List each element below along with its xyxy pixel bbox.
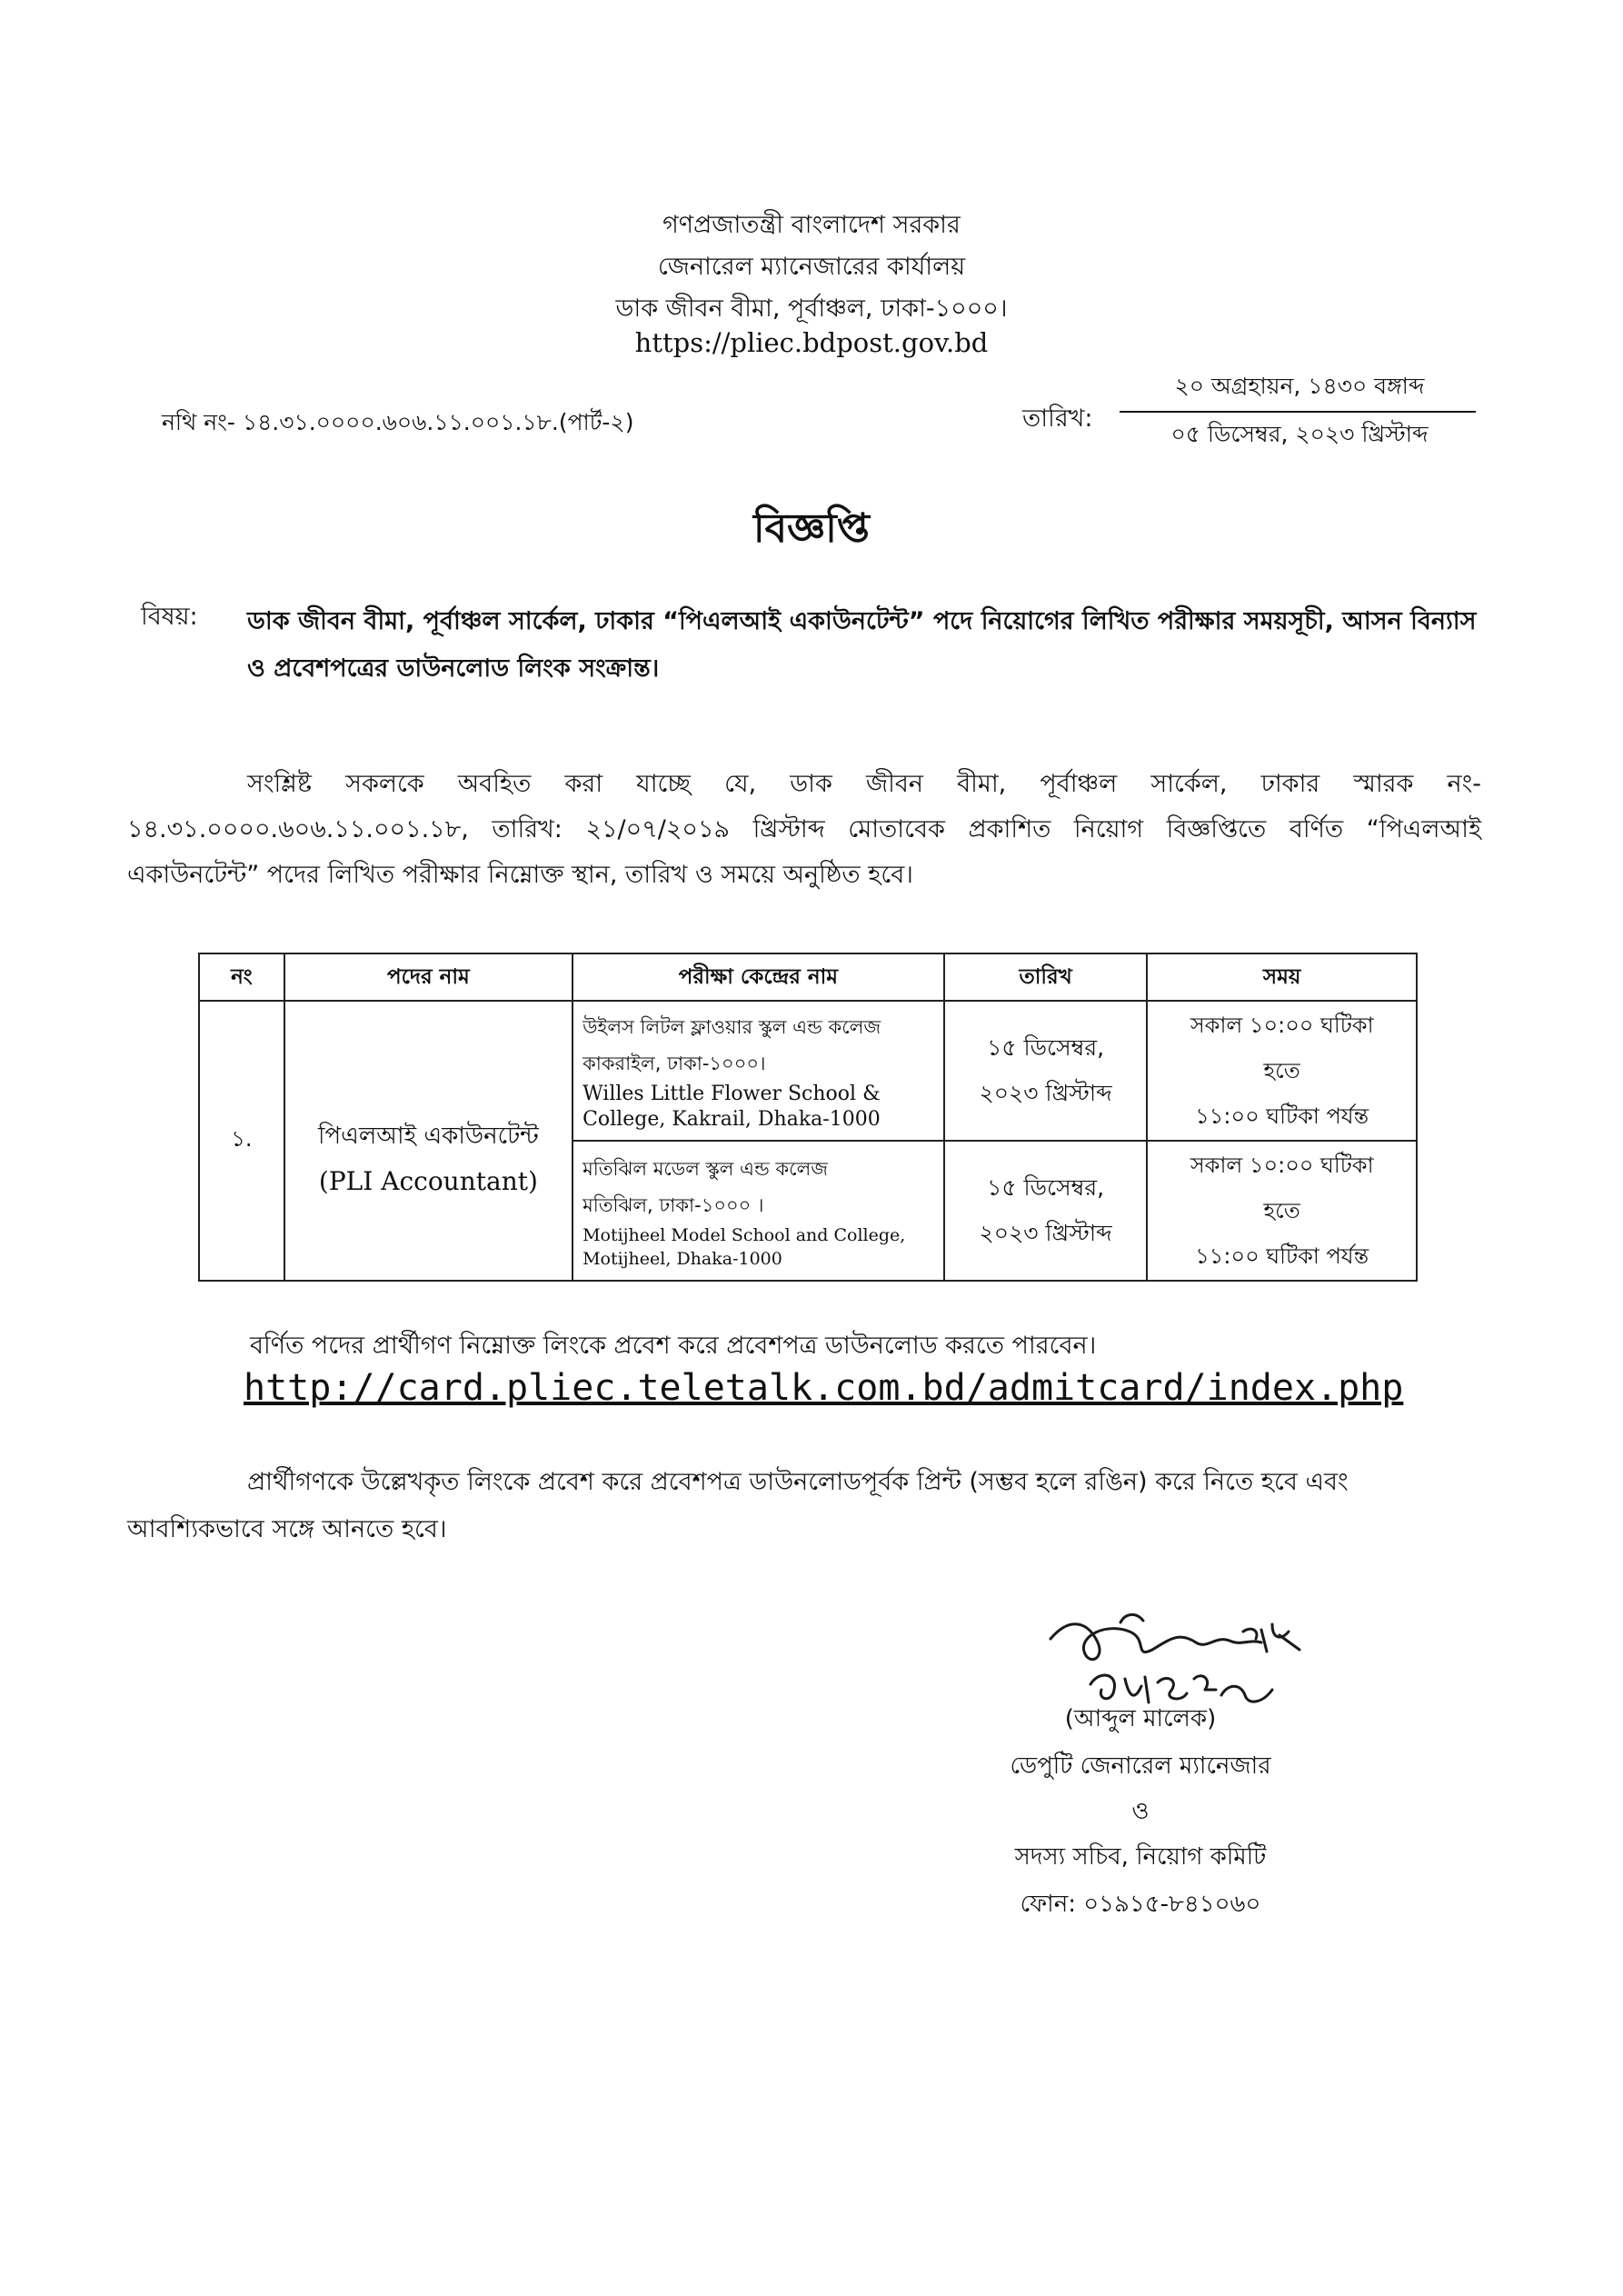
exam-center-cell <box>573 1001 944 1141</box>
time-cell <box>1147 1001 1417 1141</box>
header-exam-center: পরীক্ষা কেন্দ্রের নাম <box>573 953 944 1001</box>
date-gregorian: ০৫ ডিসেম্বর, ২০২৩ খ্রিস্টাব্দ <box>1170 421 1429 447</box>
center-name-bangla: মতিঝিল মডেল স্কুল এন্ড কলেজ <box>582 1158 829 1180</box>
post-name-cell <box>284 1001 573 1281</box>
exam-date-line2: ২০২৩ খ্রিস্টাব্দ <box>979 1080 1112 1106</box>
instruction-paragraph: প্রার্থীগণকে উল্লেখকৃত লিংকে প্রবেশ করে প্রবেশপত্র ডাউনলোডপূর্বক প্রিন্ট (সম্ভব হলে রঙিন) করে নিতে হবে এবং আবশ্যিকভাবে সঙ্গে আনতে হবে। <box>127 1468 1349 1543</box>
header-date: তারিখ <box>944 953 1148 1001</box>
center-name-english: Willes Little Flower School & College, Kakrail, Dhaka-1000 <box>582 1083 881 1131</box>
date-cell <box>944 1001 1148 1141</box>
office-website-link[interactable]: https://pliec.bdpost.gov.bd <box>634 327 989 358</box>
designation-conjunction: ও <box>1131 1798 1150 1825</box>
exam-time-connector: হতে <box>1263 1198 1300 1223</box>
exam-time-start: সকাল ১০:০০ ঘটিকা <box>1190 1013 1374 1038</box>
admit-card-link[interactable]: http://card.pliec.teletalk.com.bd/admitcard/index.php <box>244 1367 1404 1409</box>
time-cell <box>1147 1141 1417 1281</box>
header-time: সময় <box>1147 953 1417 1001</box>
header-serial: নং <box>199 953 284 1001</box>
center-name-english: Motijheel Model School and College, Motijheel, Dhaka-1000 <box>582 1225 906 1269</box>
center-address-bangla: কাকরাইল, ঢাকা-১০০০। <box>582 1053 766 1074</box>
subject-label: বিষয়: <box>141 603 198 631</box>
center-name-bangla: উইলস লিটল ফ্লাওয়ার স্কুল এন্ড কলেজ <box>582 1016 881 1038</box>
exam-date-line1: ১৫ ডিসেম্বর, <box>987 1174 1105 1201</box>
office-header-line1: গণপ্রজাতন্ত্রী বাংলাদেশ সরকার <box>662 211 961 239</box>
exam-center-cell <box>573 1141 944 1281</box>
exam-schedule-table <box>198 953 1418 1282</box>
post-name-english: (PLI Accountant) <box>318 1166 538 1196</box>
exam-time-end: ১১:০০ ঘটিকা পর্যন্ত <box>1195 1103 1369 1129</box>
signatory-role: সদস্য সচিব, নিয়োগ কমিটি <box>1014 1843 1267 1871</box>
post-name-bangla: পিএলআই একাউনটেন্ট <box>318 1123 539 1150</box>
signatory-name: (আব্দুল মালেক) <box>1064 1705 1217 1732</box>
signatory-phone: ফোন: ০১৯১৫-৮৪১০৬০ <box>1020 1891 1261 1918</box>
center-address-bangla: মতিঝিল, ঢাকা-১০০০ । <box>582 1194 764 1216</box>
serial-cell: ১. <box>199 1001 284 1281</box>
office-header-line3: ডাক জীবন বীমা, পূর্বাঞ্চল, ঢাকা-১০০০। <box>615 294 1008 323</box>
exam-time-connector: হতে <box>1263 1058 1300 1083</box>
date-label: তারিখ: <box>1022 404 1093 433</box>
office-header-line2: জেনারেল ম্যানেজারের কার্যালয় <box>657 253 966 281</box>
table-row <box>199 1001 1417 1141</box>
subject-text: ডাক জীবন বীমা, পূর্বাঞ্চল সার্কেল, ঢাকার “পিএলআই একাউনটেন্ট” পদে নিয়োগের লিখিত পরীক্ষার সময়সূচী, আসন বিন্যাস ও প্রবেশপত্রের ডাউনলোড লিংক সংক্রান্ত। <box>247 607 1477 683</box>
notice-title: বিজ্ঞপ্তি <box>753 505 870 552</box>
table-header-row <box>199 953 1417 1001</box>
date-cell <box>944 1141 1148 1281</box>
date-bangla: ২০ অগ্রহায়ন, ১৪৩০ বঙ্গাব্দ <box>1174 373 1425 399</box>
header-post-name: পদের নাম <box>284 953 573 1001</box>
signatory-designation: ডেপুটি জেনারেল ম্যানেজার <box>1010 1752 1271 1780</box>
memo-number: নথি নং- ১৪.৩১.০০০০.৬০৬.১১.০০১.১৮.(পার্ট-২) <box>162 409 634 435</box>
exam-date-line1: ১৫ ডিসেম্বর, <box>987 1034 1105 1061</box>
exam-time-start: সকাল ১০:০০ ঘটিকা <box>1190 1153 1374 1178</box>
download-info-text: বর্ণিত পদের প্রার্থীগণ নিম্নোক্ত লিংকে প্রবেশ করে প্রবেশপত্র ডাউনলোড করতে পারবেন। <box>250 1332 1097 1360</box>
body-paragraph: সংশ্লিষ্ট সকলকে অবহিত করা যাচ্ছে যে, ডাক জীবন বীমা, পূর্বাঞ্চল সার্কেল, ঢাকার স্মারক নং- ১৪.৩১.০০০০.৬০৬.১১.০০১.১৮, তারিখ: ২১/০৭/২০১৯ খ্রিস্টাব্দ মোতাবেক প্রকাশিত নিয়োগ বিজ্ঞপ্তিতে বর্ণিত “পিএলআই একাউনটেন্ট” পদের লিখিত পরীক্ষার নিম্নোক্ত স্থান, তারিখ ও সময়ে অনুষ্ঠিত হবে। <box>127 770 1481 889</box>
exam-date-line2: ২০২৩ খ্রিস্টাব্দ <box>979 1220 1112 1246</box>
exam-time-end: ১১:০০ ঘটিকা পর্যন্ত <box>1195 1243 1369 1269</box>
date-divider <box>1120 411 1476 413</box>
